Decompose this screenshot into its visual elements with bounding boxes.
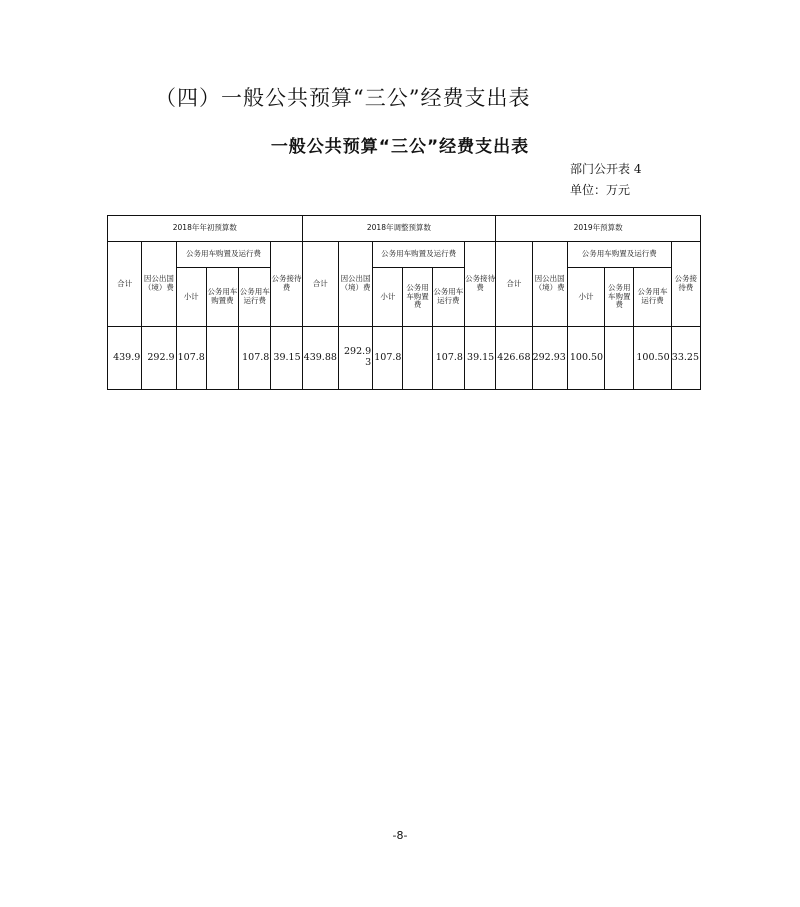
value-cell: 107.8 [373,327,403,390]
header-abroad: 因公出国（境）费 [142,242,176,327]
value-cell: 292.93 [532,327,567,390]
header-total: 合计 [108,242,142,327]
header-purchase: 公务用车购置费 [403,268,432,327]
header-subtotal: 小计 [567,268,604,327]
header-operation: 公务用车运行费 [634,268,671,327]
value-cell: 426.68 [496,327,532,390]
header-reception: 公务接待费 [271,242,302,327]
header-purchase: 公务用车购置费 [206,268,238,327]
three-public-expenses-table [107,215,701,390]
value-cell: 100.50 [567,327,604,390]
value-cell [605,327,634,390]
page-number: -8- [392,829,408,842]
header-abroad: 因公出国（境）费 [532,242,567,327]
header-vehicle: 公务用车购置及运行费 [176,242,271,268]
value-cell: 107.8 [432,327,464,390]
value-cell: 107.8 [176,327,206,390]
value-cell [403,327,432,390]
group-header-2019: 2019年预算数 [496,216,701,242]
header-subtotal: 小计 [373,268,403,327]
value-cell: 39.15 [271,327,302,390]
header-total: 合计 [302,242,338,327]
value-cell: 33.25 [671,327,700,390]
value-cell: 439.88 [302,327,338,390]
header-vehicle: 公务用车购置及运行费 [373,242,465,268]
value-cell: 39.15 [464,327,495,390]
value-cell: 439.9 [108,327,142,390]
value-cell [206,327,238,390]
header-purchase: 公务用车购置费 [605,268,634,327]
header-vehicle: 公务用车购置及运行费 [567,242,671,268]
section-title: （四）一般公共预算“三公”经费支出表 [155,86,531,110]
value-cell: 292.93 [338,327,372,390]
form-number: 部门公开表 4 [570,162,642,176]
header-reception: 公务接待费 [671,242,700,327]
group-header-2018-initial: 2018年年初预算数 [108,216,303,242]
table-row [108,327,701,390]
header-reception: 公务接待费 [464,242,495,327]
value-cell: 292.9 [142,327,176,390]
group-header-2018-adjusted: 2018年调整预算数 [302,216,496,242]
value-cell: 100.50 [634,327,671,390]
header-subtotal: 小计 [176,268,206,327]
unit-label: 单位：万元 [570,183,631,197]
value-cell: 107.8 [239,327,271,390]
table-title: 一般公共预算“三公”经费支出表 [270,137,530,157]
header-operation: 公务用车运行费 [432,268,464,327]
header-operation: 公务用车运行费 [239,268,271,327]
header-abroad: 因公出国（境）费 [338,242,372,327]
header-total: 合计 [496,242,532,327]
